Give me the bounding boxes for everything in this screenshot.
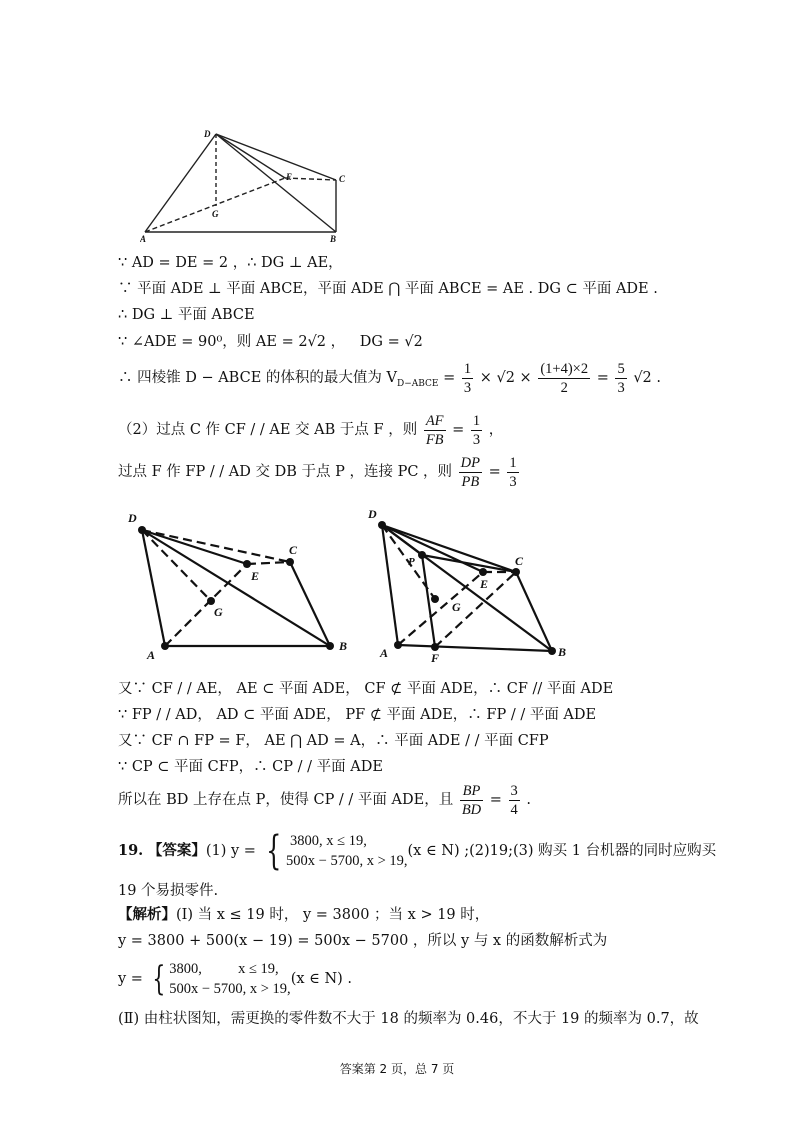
frac-den: 3 xyxy=(463,379,472,396)
answer-label: 【答案】 xyxy=(147,842,206,859)
eq-sign: = xyxy=(488,464,506,480)
analysis-line-1 xyxy=(118,904,489,926)
label-D: D xyxy=(368,507,377,521)
label-G: G xyxy=(214,605,223,619)
line4-part-a: ∵ ∠ADE = 90⁰，则 AE = 2√2 ， xyxy=(118,334,346,350)
frac-num: (1+4)×2 xyxy=(540,360,589,377)
proof-line-2: ∵ FP / / AD， AD ⊂ 平面 ADE， PF ⊄ 平面 ADE，∴ FP / / 平面 ADE xyxy=(118,707,597,723)
label-B: B xyxy=(330,234,337,243)
eq-sign: = xyxy=(452,422,469,438)
frac-num: DP xyxy=(460,454,481,471)
label-A: A xyxy=(380,646,389,660)
frac-area xyxy=(538,360,590,397)
label-P: P xyxy=(408,556,415,568)
label-G: G xyxy=(212,209,219,219)
solution-line-2: ∵ 平面 ADE ⊥ 平面 ABCE，平面 ADE ⋂ 平面 ABCE = AE . DG ⊂ 平面 ADE . xyxy=(118,281,658,297)
conclusion-line xyxy=(118,780,531,820)
frac-af-fb xyxy=(424,412,446,449)
page-footer: 答案第 2 页，总 7 页 xyxy=(339,1062,455,1076)
frac-1-3 xyxy=(471,412,482,449)
label-C: C xyxy=(339,174,346,184)
piecewise-cases xyxy=(286,831,407,871)
frac-den: 3 xyxy=(617,379,625,396)
proof-line-1: 又∵ CF / / AE， AE ⊂ 平面 ADE， CF ⊄ 平面 ADE，∴ CF // 平面 ADE xyxy=(118,681,614,697)
analysis-line-2: y = 3800 + 500(x − 19) = 500x − 5700 ，所以 y 与 x 的函数解析式为 xyxy=(118,933,608,949)
label-E: E xyxy=(286,172,293,182)
q19-answer-cont: 19 个易损零件. xyxy=(118,883,219,899)
eq-sign: = xyxy=(596,370,614,386)
label-A: A xyxy=(147,648,156,662)
conclusion-text: 所以在 BD 上存在点 P，使得 CP / / 平面 ADE，且 xyxy=(118,792,458,808)
figure-pyramid-scan xyxy=(140,128,355,243)
case-1: 3800, x ≤ 19, xyxy=(290,833,367,849)
case-2: 500x − 5700, x > 19, xyxy=(169,981,291,997)
analysis-line-4: (Ⅱ) 由柱状图知，需更换的零件数不大于 18 的频率为 0.46，不大于 19 的频率为 0.7，故 xyxy=(118,1011,699,1027)
analysis-line-3 xyxy=(118,956,352,1002)
eq-sign: = xyxy=(489,792,507,808)
frac-5-3 xyxy=(615,360,626,397)
comma: ， xyxy=(488,422,504,438)
proof-line-4: ∵ CP ⊂ 平面 CFP，∴ CP / / 平面 ADE xyxy=(118,759,383,775)
times-sqrt: × √2 × xyxy=(479,370,537,386)
eq-sign: = xyxy=(438,370,460,386)
period: . xyxy=(526,792,532,808)
label-C: C xyxy=(515,554,524,568)
analysis-label: 【解析】 xyxy=(118,906,176,923)
frac-den: 3 xyxy=(472,431,481,448)
piecewise-cases xyxy=(169,959,290,999)
frac-den: FB xyxy=(425,431,444,448)
label-E: E xyxy=(251,569,260,583)
frac-3-4 xyxy=(509,782,520,819)
part2-line-2 xyxy=(118,452,521,492)
brace: { xyxy=(265,828,281,874)
frac-num: 5 xyxy=(617,360,625,377)
brace: { xyxy=(151,959,165,999)
part2-text: 过点 F 作 FP / / AD 交 DB 于点 P ，连接 PC ，则 xyxy=(118,464,457,480)
frac-dp-pb xyxy=(459,454,482,491)
volume-subscript: D−ABCE xyxy=(396,378,439,389)
figure-pyramid-left xyxy=(125,505,360,665)
figure-pyramid-right xyxy=(365,505,575,665)
frac-num: 1 xyxy=(509,454,517,471)
domain: (x ∈ N) . xyxy=(290,971,353,987)
frac-num: 1 xyxy=(472,412,481,429)
volume-line xyxy=(118,358,661,404)
label-D: D xyxy=(204,129,211,139)
frac-bp-bd xyxy=(460,782,483,819)
analysis-text: (Ⅰ) 当 x ≤ 19 时， y = 3800 ；当 x > 19 时， xyxy=(176,907,490,923)
volume-result: √2 . xyxy=(633,370,661,386)
label-B: B xyxy=(339,639,348,653)
label-D: D xyxy=(128,511,137,525)
frac-num: 1 xyxy=(463,360,472,377)
frac-num: 3 xyxy=(510,782,518,799)
frac-num: AF xyxy=(425,412,444,429)
solution-line-4 xyxy=(118,331,423,353)
frac-1-3 xyxy=(462,360,473,397)
label-A: A xyxy=(140,234,147,243)
case-1: 3800, x ≤ 19, xyxy=(169,961,279,977)
frac-den: 3 xyxy=(509,473,517,490)
proof-line-3: 又∵ CF ∩ FP = F， AE ⋂ AD = A，∴ 平面 ADE / / 平面 CFP xyxy=(118,733,549,749)
label-B: B xyxy=(558,645,567,659)
label-C: C xyxy=(289,543,298,557)
volume-text: ∴ 四棱锥 D − ABCE 的体积的最大值为 V xyxy=(118,370,397,386)
part2-line-1 xyxy=(118,410,503,450)
label-E: E xyxy=(480,577,489,591)
y-eq: y = xyxy=(118,971,148,987)
question-number: 19. xyxy=(118,842,144,859)
frac-den: 4 xyxy=(510,801,518,818)
answer-part1: (1) y = xyxy=(205,843,261,859)
frac-den: 2 xyxy=(560,379,568,396)
frac-den: PB xyxy=(461,473,480,490)
frac-1-3 xyxy=(507,454,518,491)
frac-num: BP xyxy=(460,782,483,801)
solution-line-1: ∵ AD = DE = 2 ，∴ DG ⊥ AE， xyxy=(118,255,343,271)
frac-den: BD xyxy=(461,801,482,818)
solution-line-3: ∴ DG ⊥ 平面 ABCE xyxy=(118,307,255,323)
line4-part-b: DG = √2 xyxy=(359,334,423,350)
label-G: G xyxy=(452,600,461,614)
q19-answer-line xyxy=(118,826,716,876)
label-F: F xyxy=(431,651,440,665)
case-2: 500x − 5700, x > 19, xyxy=(286,853,408,869)
answer-part2: (x ∈ N) ;(2)19;(3) 购买 1 台机器的同时应购买 xyxy=(407,843,717,859)
part2-text: （2）过点 C 作 CF / / AE 交 AB 于点 F ，则 xyxy=(118,422,422,438)
